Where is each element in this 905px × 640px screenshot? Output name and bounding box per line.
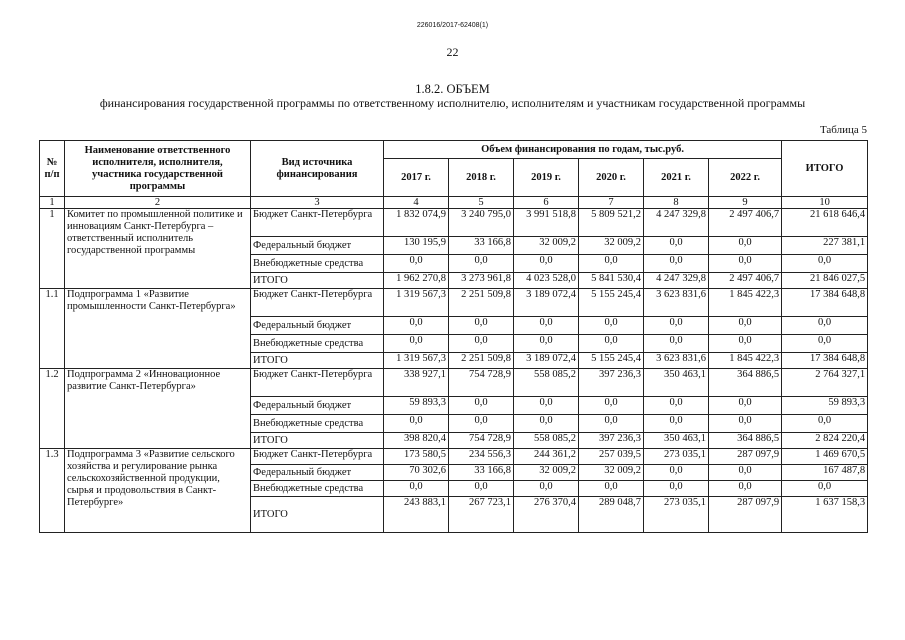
column-number: 10 [782, 197, 868, 209]
header-year: 2017 г. [384, 159, 449, 197]
year-value: 0,0 [644, 335, 709, 353]
year-value: 397 236,3 [579, 369, 644, 397]
row-total: 0,0 [782, 481, 868, 497]
year-value: 32 009,2 [514, 237, 579, 255]
year-value: 2 251 509,8 [449, 353, 514, 369]
year-value: 0,0 [644, 415, 709, 433]
column-number: 9 [709, 197, 782, 209]
year-value: 0,0 [514, 255, 579, 273]
row-total: 227 381,1 [782, 237, 868, 255]
year-value: 0,0 [384, 415, 449, 433]
year-value: 287 097,9 [709, 449, 782, 465]
year-value: 0,0 [709, 465, 782, 481]
year-value: 32 009,2 [579, 465, 644, 481]
column-number: 1 [40, 197, 65, 209]
year-value: 244 361,2 [514, 449, 579, 465]
row-number: 1 [40, 209, 65, 289]
year-value: 0,0 [514, 335, 579, 353]
year-value: 1 962 270,8 [384, 273, 449, 289]
year-value: 0,0 [514, 397, 579, 415]
funding-source: ИТОГО [251, 433, 384, 449]
year-value: 273 035,1 [644, 449, 709, 465]
year-value: 289 048,7 [579, 497, 644, 533]
year-value: 558 085,2 [514, 369, 579, 397]
year-value: 0,0 [384, 317, 449, 335]
year-value: 0,0 [644, 237, 709, 255]
column-number: 5 [449, 197, 514, 209]
year-value: 0,0 [384, 255, 449, 273]
year-value: 0,0 [644, 481, 709, 497]
header-year: 2020 г. [579, 159, 644, 197]
participant-name: Комитет по промышленной политике и инновациям Санкт-Петербурга – ответственный исполнитель государственной программы [65, 209, 251, 289]
year-value: 1 319 567,3 [384, 289, 449, 317]
year-value: 3 991 518,8 [514, 209, 579, 237]
year-value: 0,0 [644, 255, 709, 273]
funding-source: Федеральный бюджет [251, 465, 384, 481]
year-value: 3 189 072,4 [514, 353, 579, 369]
table-row [40, 289, 868, 317]
header-volume: Объем финансирования по годам, тыс.руб. [384, 141, 782, 159]
table-label: Таблица 5 [819, 124, 867, 136]
row-total: 59 893,3 [782, 397, 868, 415]
year-value: 70 302,6 [384, 465, 449, 481]
year-value: 558 085,2 [514, 433, 579, 449]
year-value: 2 497 406,7 [709, 273, 782, 289]
row-total: 167 487,8 [782, 465, 868, 481]
year-value: 32 009,2 [579, 237, 644, 255]
funding-source: Бюджет Санкт-Петербурга [251, 369, 384, 397]
year-value: 0,0 [579, 335, 644, 353]
funding-source: ИТОГО [251, 273, 384, 289]
year-value: 1 319 567,3 [384, 353, 449, 369]
row-total: 0,0 [782, 317, 868, 335]
year-value: 5 155 245,4 [579, 289, 644, 317]
year-value: 364 886,5 [709, 369, 782, 397]
funding-source: Бюджет Санкт-Петербурга [251, 289, 384, 317]
row-number: 1.1 [40, 289, 65, 369]
column-number-row [40, 197, 868, 209]
year-value: 4 023 528,0 [514, 273, 579, 289]
year-value: 5 841 530,4 [579, 273, 644, 289]
year-value: 3 273 961,8 [449, 273, 514, 289]
year-value: 33 166,8 [449, 465, 514, 481]
row-total: 21 618 646,4 [782, 209, 868, 237]
header-participant: Наименование ответственного исполнителя, исполнителя, участника государственной программы [65, 141, 251, 197]
row-total: 0,0 [782, 255, 868, 273]
year-value: 173 580,5 [384, 449, 449, 465]
year-value: 3 189 072,4 [514, 289, 579, 317]
year-value: 3 240 795,0 [449, 209, 514, 237]
participant-name: Подпрограмма 1 «Развитие промышленности Санкт-Петербурга» [65, 289, 251, 369]
funding-source: Внебюджетные средства [251, 335, 384, 353]
row-number: 1.2 [40, 369, 65, 449]
year-value: 0,0 [709, 415, 782, 433]
year-value: 0,0 [514, 415, 579, 433]
year-value: 398 820,4 [384, 433, 449, 449]
year-value: 287 097,9 [709, 497, 782, 533]
year-value: 350 463,1 [644, 433, 709, 449]
row-total: 17 384 648,8 [782, 353, 868, 369]
document-id: 226016/2017-62408(1) [416, 22, 489, 29]
table-row [40, 209, 868, 237]
year-value: 0,0 [514, 481, 579, 497]
year-value: 3 623 831,6 [644, 289, 709, 317]
section-subtitle: финансирования государственной программы по ответственному исполнителю, исполнителям и участникам государственной программы [99, 96, 806, 110]
header-total: ИТОГО [782, 141, 868, 197]
row-total: 2 764 327,1 [782, 369, 868, 397]
column-number: 8 [644, 197, 709, 209]
year-value: 0,0 [579, 255, 644, 273]
header-year: 2022 г. [709, 159, 782, 197]
year-value: 243 883,1 [384, 497, 449, 533]
year-value: 0,0 [449, 415, 514, 433]
year-value: 1 832 074,9 [384, 209, 449, 237]
year-value: 0,0 [514, 317, 579, 335]
row-total: 1 637 158,3 [782, 497, 868, 533]
year-value: 0,0 [709, 317, 782, 335]
year-value: 350 463,1 [644, 369, 709, 397]
year-value: 0,0 [644, 397, 709, 415]
year-value: 5 809 521,2 [579, 209, 644, 237]
row-total: 2 824 220,4 [782, 433, 868, 449]
year-value: 0,0 [579, 481, 644, 497]
year-value: 0,0 [709, 481, 782, 497]
year-value: 0,0 [384, 335, 449, 353]
row-total: 1 469 670,5 [782, 449, 868, 465]
row-total: 17 384 648,8 [782, 289, 868, 317]
year-value: 338 927,1 [384, 369, 449, 397]
column-number: 6 [514, 197, 579, 209]
funding-source: Бюджет Санкт-Петербурга [251, 209, 384, 237]
funding-source: Бюджет Санкт-Петербурга [251, 449, 384, 465]
row-number: 1.3 [40, 449, 65, 533]
header-year: 2021 г. [644, 159, 709, 197]
header-year: 2018 г. [449, 159, 514, 197]
funding-source: Внебюджетные средства [251, 255, 384, 273]
year-value: 2 251 509,8 [449, 289, 514, 317]
year-value: 0,0 [449, 481, 514, 497]
year-value: 1 845 422,3 [709, 353, 782, 369]
header-number: № п/п [40, 141, 65, 197]
year-value: 3 623 831,6 [644, 353, 709, 369]
table-row [40, 369, 868, 397]
year-value: 0,0 [449, 317, 514, 335]
year-value: 0,0 [579, 317, 644, 335]
year-value: 4 247 329,8 [644, 209, 709, 237]
year-value: 754 728,9 [449, 369, 514, 397]
funding-source: ИТОГО [251, 497, 384, 533]
year-value: 0,0 [709, 237, 782, 255]
year-value: 33 166,8 [449, 237, 514, 255]
page-number: 22 [446, 45, 459, 59]
year-value: 754 728,9 [449, 433, 514, 449]
column-number: 7 [579, 197, 644, 209]
column-number: 3 [251, 197, 384, 209]
year-value: 273 035,1 [644, 497, 709, 533]
participant-name: Подпрограмма 2 «Инновационное развитие Санкт-Петербурга» [65, 369, 251, 449]
funding-source: ИТОГО [251, 353, 384, 369]
year-value: 2 497 406,7 [709, 209, 782, 237]
year-value: 0,0 [449, 335, 514, 353]
year-value: 0,0 [449, 255, 514, 273]
header-source: Вид источника финансирования [251, 141, 384, 197]
year-value: 0,0 [384, 481, 449, 497]
year-value: 257 039,5 [579, 449, 644, 465]
participant-name: Подпрограмма 3 «Развитие сельского хозяйства и регулирование рынка сельскохозяйственной продукции, сырья и продовольствия в Санкт-Петербурге» [65, 449, 251, 533]
year-value: 0,0 [449, 397, 514, 415]
year-value: 0,0 [644, 317, 709, 335]
year-value: 364 886,5 [709, 433, 782, 449]
funding-source: Внебюджетные средства [251, 481, 384, 497]
funding-source: Внебюджетные средства [251, 415, 384, 433]
year-value: 234 556,3 [449, 449, 514, 465]
row-total: 0,0 [782, 415, 868, 433]
year-value: 5 155 245,4 [579, 353, 644, 369]
year-value: 0,0 [579, 397, 644, 415]
column-number: 2 [65, 197, 251, 209]
year-value: 130 195,9 [384, 237, 449, 255]
year-value: 267 723,1 [449, 497, 514, 533]
year-value: 32 009,2 [514, 465, 579, 481]
year-value: 59 893,3 [384, 397, 449, 415]
year-value: 276 370,4 [514, 497, 579, 533]
year-value: 1 845 422,3 [709, 289, 782, 317]
row-total: 0,0 [782, 335, 868, 353]
year-value: 0,0 [709, 255, 782, 273]
funding-source: Федеральный бюджет [251, 237, 384, 255]
year-value: 0,0 [709, 397, 782, 415]
year-value: 0,0 [644, 465, 709, 481]
funding-source: Федеральный бюджет [251, 317, 384, 335]
year-value: 397 236,3 [579, 433, 644, 449]
section-title: 1.8.2. ОБЪЕМ [415, 82, 490, 96]
column-number: 4 [384, 197, 449, 209]
row-total: 21 846 027,5 [782, 273, 868, 289]
funding-source: Федеральный бюджет [251, 397, 384, 415]
year-value: 0,0 [579, 415, 644, 433]
financing-table [39, 140, 868, 533]
table-row [40, 449, 868, 465]
year-value: 0,0 [709, 335, 782, 353]
year-value: 4 247 329,8 [644, 273, 709, 289]
header-year: 2019 г. [514, 159, 579, 197]
